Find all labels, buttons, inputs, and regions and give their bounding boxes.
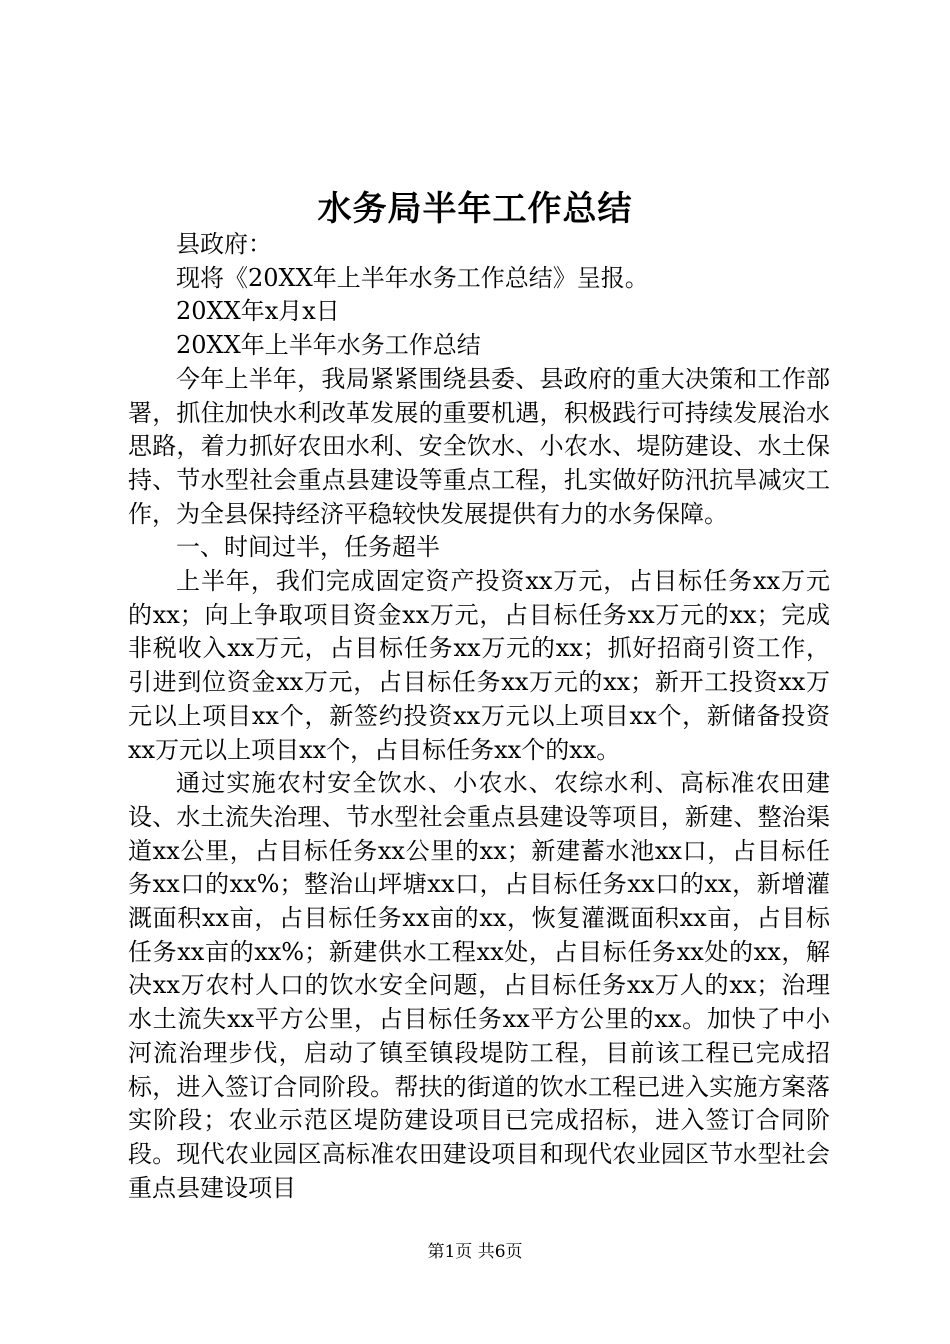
body-paragraph: 通过实施农村安全饮水、小农水、农综水利、高标准农田建设、水土流失治理、节水型社会重点县建设等项目，新建、整治渠道xx公里，占目标任务xx公里的xx；新建蓄水池xx口，占目标任务xx口的xx%；整治山坪塘xx口，占目标任务xx口的xx，新增灌溉面积xx亩，占目标任务xx亩的xx，恢复灌溉面积xx亩，占目标任务xx亩的xx%；新建供水工程xx处，占目标任务xx处的xx，解决xx万农村人口的饮水安全问题，占目标任务xx万人的xx；治理水土流失xx平方公里，占目标任务xx平方公里的xx。加快了中小河流治理步伐，启动了镇至镇段堤防工程，目前该工程已完成招标，进入签订合同阶段。帮扶的街道的饮水工程已进入实施方案落实阶段；农业示范区堤防建设项目已完成招标，进入签订合同阶段。现代农业园区高标准农田建设项目和现代农业园区节水型社会重点县建设项目 xyxy=(128,769,830,1202)
date-line: 20XX年x月x日 xyxy=(176,297,340,326)
page-footer: 第1页 共6页 xyxy=(427,1242,523,1262)
report-subtitle: 20XX年上半年水务工作总结 xyxy=(176,331,481,360)
document-title: 水务局半年工作总结 xyxy=(317,189,633,229)
body-paragraph: 上半年，我们完成固定资产投资xx万元，占目标任务xx万元的xx；向上争取项目资金xx万元，占目标任务xx万元的xx；完成非税收入xx万元，占目标任务xx万元的xx；抓好招商引资工作，引进到位资金xx万元，占目标任务xx万元的xx；新开工投资xx万元以上项目xx个，新签约投资xx万元以上项目xx个，新储备投资xx万元以上项目xx个，占目标任务xx个的xx。 xyxy=(128,567,830,764)
salutation: 县政府： xyxy=(176,230,272,258)
document-body xyxy=(128,228,830,1205)
intro-paragraph: 今年上半年，我局紧紧围绕县委、县政府的重大决策和工作部署，抓住加快水利改革发展的重要机遇，积极践行可持续发展治水思路，着力抓好农田水利、安全饮水、小农水、堤防建设、水土保持、节水型社会重点县建设等重点工程，扎实做好防汛抗旱减灾工作，为全县保持经济平稳较快发展提供有力的水务保障。 xyxy=(128,364,830,528)
section-heading: 一、时间过半，任务超半 xyxy=(176,533,440,562)
submission-line: 现将《20XX年上半年水务工作总结》呈报。 xyxy=(176,263,649,292)
